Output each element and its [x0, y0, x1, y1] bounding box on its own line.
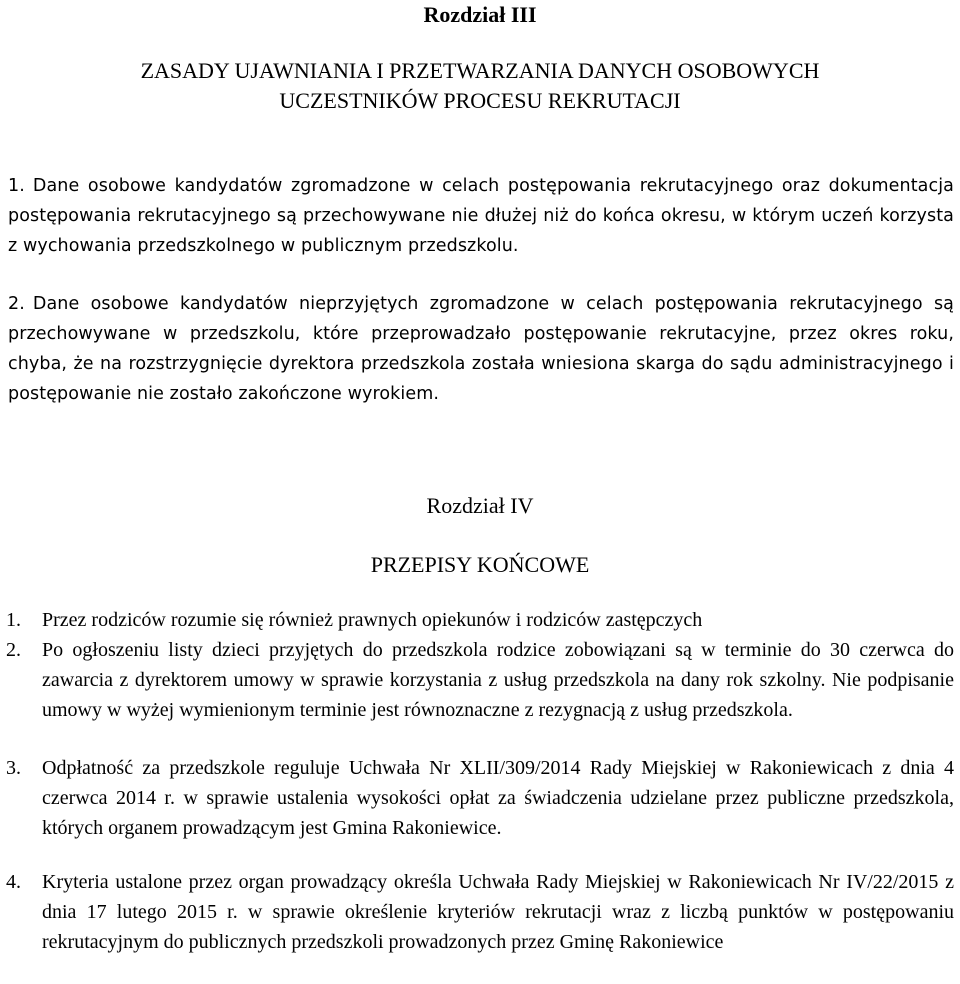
chapter-3-heading: Rozdział III — [423, 2, 537, 27]
chapter-4-heading: Rozdział IV — [426, 493, 534, 518]
chapter-4-item-4 — [6, 867, 954, 957]
chapter-3-item-1 — [8, 171, 954, 261]
chapter-3-title-line-2: UCZESTNIKÓW PROCESU REKRUTACJI — [279, 88, 681, 113]
item-text: Kryteria ustalone przez organ prowadzący określa Uchwała Rady Miejskiej w Rakoniewicach Nr IV/22/2015 z dnia 17 lutego 2015 r. w sprawie określenie kryteriów rekrutacji wraz z liczbą punktów w postępowaniu rekrutacyjnym do publicznych przedszkoli prowadzonych przez Gminę Rakoniewice — [42, 871, 954, 953]
item-number: 1. — [8, 176, 25, 196]
chapter-3-item-2 — [8, 289, 954, 409]
item-text: Dane osobowe kandydatów zgromadzone w celach postępowania rekrutacyjnego oraz dokumentacja postępowania rekrutacyjnego są przechowywane nie dłużej niż do końca okresu, w którym uczeń korzysta z wychowania przedszkolnego w publicznym przedszkolu. — [8, 176, 954, 256]
item-text: Po ogłoszeniu listy dzieci przyjętych do przedszkola rodzice zobowiązani są w terminie do 30 czerwca do zawarcia z dyrektorem umowy w sprawie korzystania z usług przedszkola na dany rok szkolny. Nie podpisanie umowy w wyżej wymienionym terminie jest równoznaczne z rezygnacją z usług przedszkola. — [42, 639, 954, 721]
chapter-3-title — [0, 56, 960, 116]
chapter-4-title: PRZEPISY KOŃCOWE — [370, 552, 590, 577]
item-number: 2. — [8, 294, 25, 314]
item-number: 4. — [6, 871, 21, 893]
chapter-4-item-3 — [6, 753, 954, 843]
item-number: 2. — [6, 639, 21, 661]
item-text: Dane osobowe kandydatów nieprzyjętych zgromadzone w celach postępowania rekrutacyjnego są przechowywane w przedszkolu, które przeprowadzało postępowanie rekrutacyjne, przez okres roku, chyba, że na rozstrzygnięcie dyrektora przedszkola została wniesiona skarga do sądu administracyjnego i postępowanie nie zostało zakończone wyrokiem. — [8, 294, 954, 404]
item-number: 3. — [6, 757, 21, 779]
chapter-4-item-2 — [6, 635, 954, 725]
item-text: Odpłatność za przedszkole reguluje Uchwała Nr XLII/309/2014 Rady Miejskiej w Rakoniewicach z dnia 4 czerwca 2014 r. w sprawie ustalenia wysokości opłat za świadczenia udzielane przez publiczne przedszkola, których organem prowadzącym jest Gmina Rakoniewice. — [42, 757, 954, 839]
chapter-4-item-1 — [6, 605, 954, 635]
item-number: 1. — [6, 609, 21, 631]
chapter-3-title-line-1: ZASADY UJAWNIANIA I PRZETWARZANIA DANYCH OSOBOWYCH — [140, 58, 820, 83]
item-text: Przez rodziców rozumie się również prawnych opiekunów i rodziców zastępczych — [42, 609, 703, 631]
